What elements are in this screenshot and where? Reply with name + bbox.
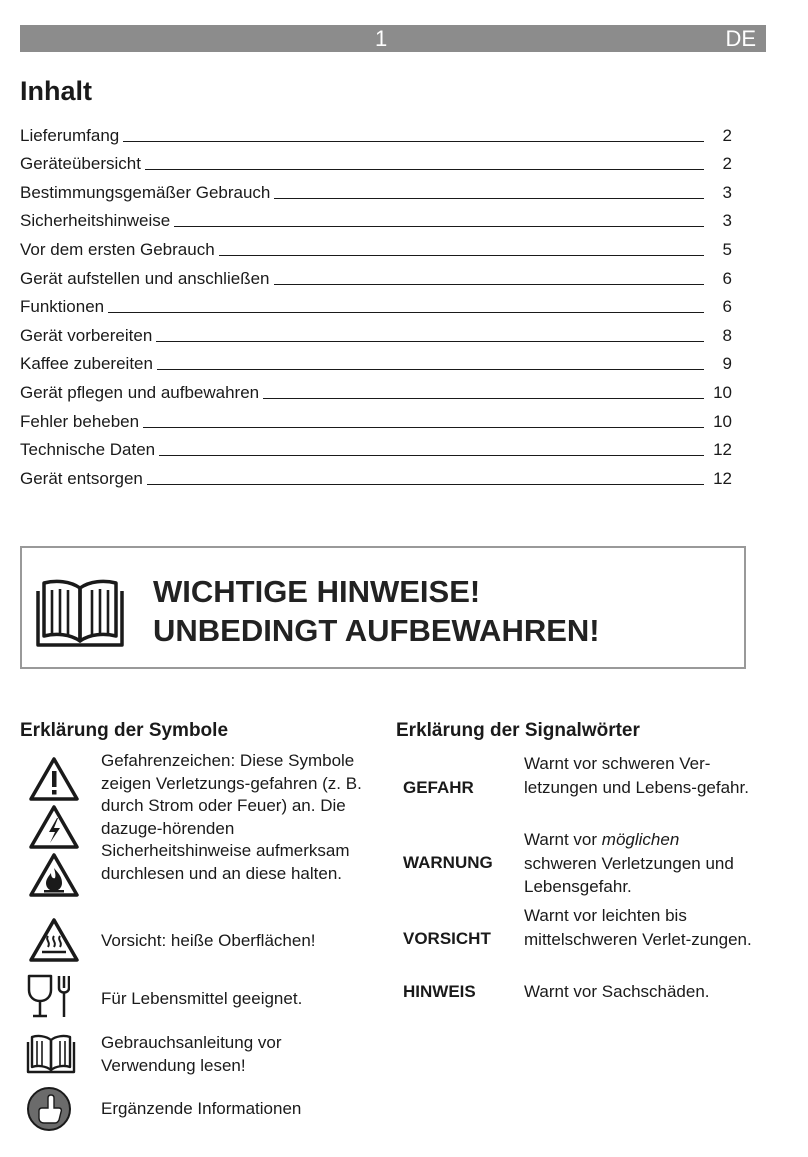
toc-leader — [263, 398, 704, 399]
toc-entry-label: Gerät pflegen und aufbewahren — [20, 382, 260, 402]
signal-desc-warnung-part2: schweren Verletzungen und Lebensgefahr. — [524, 853, 734, 896]
symbols-heading: Erklärung der Symbole — [20, 720, 229, 741]
toc-entry-label: Fehler beheben — [20, 411, 140, 431]
toc-entry-page: 5 — [722, 239, 732, 259]
toc-entry-page: 6 — [722, 268, 732, 288]
toc-leader — [274, 284, 705, 285]
toc-entry[interactable] — [20, 432, 732, 461]
toc-entry-label: Geräteübersicht — [20, 154, 141, 174]
signal-term-vorsicht: VORSICHT — [403, 929, 491, 948]
warning-icon — [28, 756, 80, 802]
toc-entry[interactable] — [20, 146, 732, 175]
toc-entry-label: Kaffee zubereiten — [20, 354, 153, 374]
toc-entry-label: Bestimmungsgemäßer Gebrauch — [20, 182, 271, 202]
toc-entry[interactable] — [20, 231, 732, 260]
signals-heading: Erklärung der Signalwörter — [396, 720, 640, 741]
toc-leader — [145, 169, 704, 170]
table-of-contents — [20, 117, 732, 489]
signal-desc-warnung — [524, 828, 754, 899]
signal-term-gefahr: GEFAHR — [403, 778, 474, 797]
toc-entry-page: 10 — [713, 411, 732, 431]
toc-leader — [147, 484, 704, 485]
toc-entry[interactable] — [20, 346, 732, 375]
toc-entry-label: Sicherheitshinweise — [20, 211, 171, 231]
signal-desc-warnung-emphasis: möglichen — [601, 830, 680, 849]
toc-entry-label: Gerät vorbereiten — [20, 325, 153, 345]
toc-entry-label: Lieferumfang — [20, 125, 120, 145]
toc-entry-label: Technische Daten — [20, 440, 156, 460]
symbol-read-manual-text: Gebrauchsanleitung vor Verwendung lesen! — [101, 1033, 282, 1075]
toc-entry-page: 2 — [722, 154, 732, 174]
notice-text — [153, 572, 600, 650]
toc-entry[interactable] — [20, 260, 732, 289]
glass-fork-icon — [26, 973, 70, 1019]
signal-term-hinweis: HINWEIS — [403, 982, 476, 1001]
toc-leader — [174, 226, 704, 227]
hand-info-icon — [26, 1086, 72, 1132]
toc-entry-label: Gerät entsorgen — [20, 468, 143, 488]
toc-entry-page: 3 — [722, 211, 732, 231]
toc-entry[interactable] — [20, 317, 732, 346]
book-icon — [26, 1032, 76, 1074]
signal-desc-hinweis: Warnt vor Sachschäden. — [524, 982, 710, 1001]
symbol-hazard-text: Gefahrenzeichen: Diese Symbole zeigen Verletzungs-gefahren (z. B. durch Strom oder Feuer) an. Die dazuge-hörenden Sicherheitshinweise aufmerksam durchlesen und an diese halten. — [101, 751, 362, 883]
signal-desc-gefahr: Warnt vor schweren Ver-letzungen und Lebens-gefahr. — [524, 754, 749, 797]
header-bar — [20, 25, 766, 52]
toc-leader — [123, 141, 704, 142]
toc-leader — [108, 312, 704, 313]
important-notice-box — [20, 546, 746, 669]
toc-entry-page: 9 — [722, 354, 732, 374]
hot-surface-icon — [28, 917, 80, 963]
fire-hazard-icon — [28, 852, 80, 898]
toc-leader — [156, 341, 704, 342]
toc-leader — [143, 427, 704, 428]
symbol-info-text: Ergänzende Informationen — [101, 1099, 302, 1118]
toc-leader — [219, 255, 704, 256]
symbol-hot-surface-text: Vorsicht: heiße Oberflächen! — [101, 931, 316, 950]
toc-leader — [159, 455, 704, 456]
toc-entry-label: Gerät aufstellen und anschließen — [20, 268, 270, 288]
notice-line-1: WICHTIGE HINWEISE! — [153, 574, 481, 609]
toc-entry-label: Funktionen — [20, 297, 105, 317]
toc-entry[interactable] — [20, 203, 732, 232]
symbol-food-safe-text: Für Lebensmittel geeignet. — [101, 989, 303, 1008]
electric-shock-icon — [28, 804, 80, 850]
toc-entry[interactable] — [20, 374, 732, 403]
notice-line-2: UNBEDINGT AUFBEWAHREN! — [153, 613, 600, 648]
toc-entry[interactable] — [20, 460, 732, 489]
toc-entry-page: 10 — [713, 382, 732, 402]
toc-entry[interactable] — [20, 289, 732, 318]
toc-leader — [157, 369, 704, 370]
toc-entry-page: 3 — [722, 182, 732, 202]
toc-entry[interactable] — [20, 174, 732, 203]
signal-desc-vorsicht: Warnt vor leichten bis mittelschweren Verlet-zungen. — [524, 906, 752, 949]
signal-term-warnung: WARNUNG — [403, 853, 493, 872]
toc-entry-page: 8 — [722, 325, 732, 345]
toc-entry-page: 12 — [713, 440, 732, 460]
toc-leader — [274, 198, 704, 199]
page-number: 1 — [375, 26, 388, 51]
toc-entry-page: 12 — [713, 468, 732, 488]
toc-title: Inhalt — [20, 76, 92, 106]
book-icon — [34, 574, 126, 648]
signal-desc-warnung-part1: Warnt vor — [524, 830, 602, 849]
toc-entry[interactable] — [20, 117, 732, 146]
toc-entry-label: Vor dem ersten Gebrauch — [20, 239, 215, 259]
toc-entry-page: 6 — [722, 297, 732, 317]
language-code: DE — [725, 26, 756, 51]
toc-entry-page: 2 — [722, 125, 732, 145]
toc-entry[interactable] — [20, 403, 732, 432]
